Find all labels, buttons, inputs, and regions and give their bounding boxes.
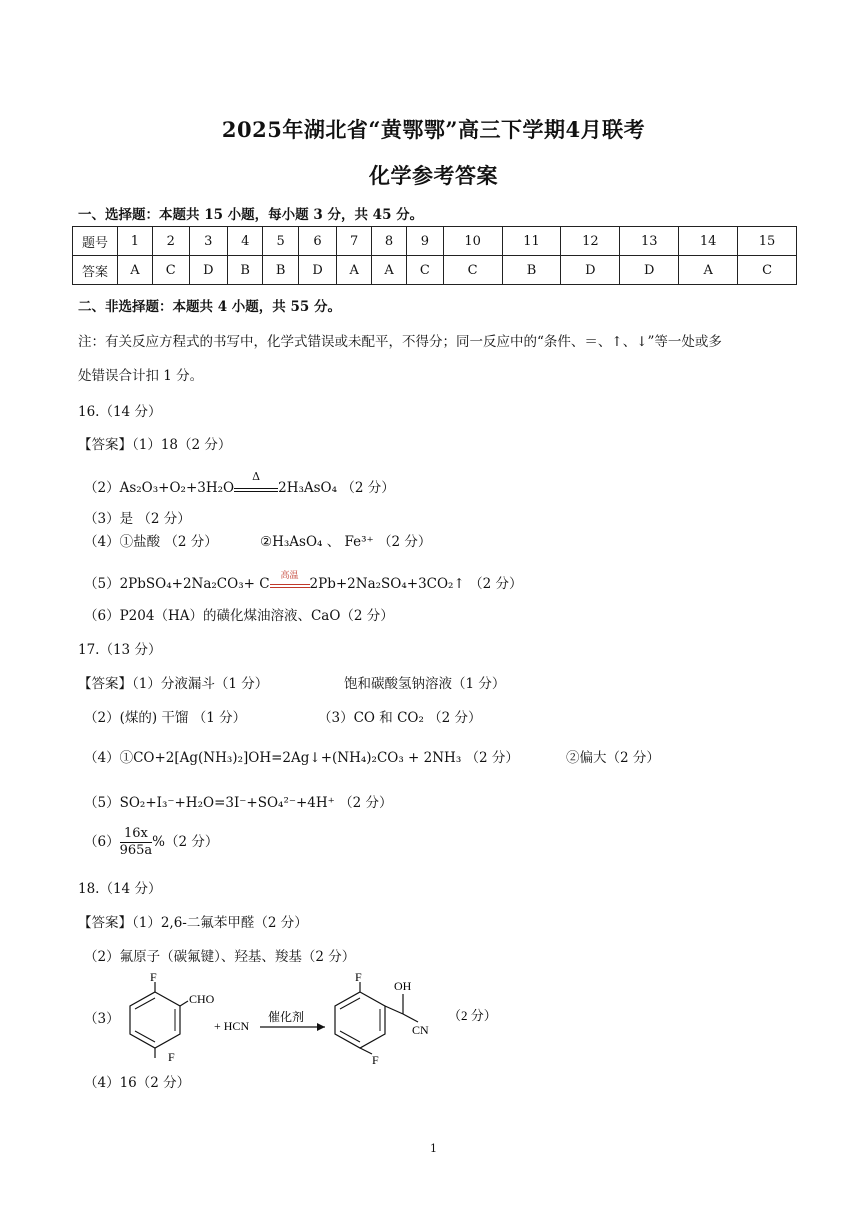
q16-answer-1: 【答案】（1）18（2 分） xyxy=(78,437,232,453)
q18-answer-4: （4）16（2 分） xyxy=(84,1075,191,1091)
answer-cell: B xyxy=(227,256,262,285)
q18-answer-2: （2）氟原子（碳氟键）、羟基、羧基（2 分） xyxy=(84,949,356,965)
q16-answer-3: （3）是 （2 分） xyxy=(84,511,191,527)
answer-cell: B xyxy=(263,256,298,285)
answer-cell: A xyxy=(679,256,738,285)
q17-a6-suffix: %（2 分） xyxy=(152,834,219,850)
section1-heading: 一、选择题：本题共 15 小题，每小题 3 分，共 45 分。 xyxy=(78,207,424,223)
q16-heading: 16.（14 分） xyxy=(78,404,162,420)
q16-answer-4b: ②H₃AsO₄ 、 Fe³⁺ （2 分） xyxy=(260,534,432,550)
row-label-question: 题号 xyxy=(73,227,118,256)
q17-answer-6 xyxy=(84,826,218,859)
substrate-cho: CHO xyxy=(189,992,215,1006)
answer-cell: C xyxy=(443,256,502,285)
question-number: 4 xyxy=(227,227,262,256)
question-number: 7 xyxy=(337,227,372,256)
answer-cell: A xyxy=(118,256,153,285)
answer-cell: C xyxy=(738,256,797,285)
q17-answer-3: （3）CO 和 CO₂ （2 分） xyxy=(318,710,482,726)
q16-answer-5 xyxy=(84,572,522,592)
question-number: 5 xyxy=(263,227,298,256)
q18-heading: 18.（14 分） xyxy=(78,881,162,897)
question-number: 13 xyxy=(620,227,679,256)
answer-cell: C xyxy=(406,256,443,285)
high-temp-label: 高温 xyxy=(280,570,299,581)
question-number: 14 xyxy=(679,227,738,256)
q17-answer-1a: 【答案】（1）分液漏斗（1 分） xyxy=(78,676,269,692)
q18-answer-1: 【答案】（1）2,6-二氟苯甲醛（2 分） xyxy=(78,915,308,931)
q16-answer-2 xyxy=(84,469,395,496)
question-number: 6 xyxy=(298,227,336,256)
answer-cell: D xyxy=(298,256,336,285)
product-oh: OH xyxy=(394,979,412,993)
fraction-denominator: 965a xyxy=(119,843,153,858)
section2-heading: 二、非选择题：本题共 4 小题，共 55 分。 xyxy=(78,299,341,315)
question-number-row xyxy=(73,227,797,256)
q16-eq2-left: （2）As₂O₃+O₂+3H₂O xyxy=(84,480,235,496)
question-number: 2 xyxy=(152,227,189,256)
reagent-hcn: + HCN xyxy=(214,1019,250,1033)
q17-a6-prefix: （6） xyxy=(84,834,120,850)
q17-heading: 17.（13 分） xyxy=(78,642,162,658)
q17-answer-5: （5）SO₂+I₃⁻+H₂O=3I⁻+SO₄²⁻+4H⁺ （2 分） xyxy=(84,795,393,811)
q16-eq5-right: 2Pb+2Na₂SO₄+3CO₂↑ （2 分） xyxy=(309,576,523,592)
note-line-2: 处错误合计扣 1 分。 xyxy=(78,368,204,384)
q17-answer-2: （2）(煤的) 干馏 （1 分） xyxy=(84,710,247,726)
answer-cell: B xyxy=(502,256,561,285)
q16-answer-4a: （4）①盐酸 （2 分） xyxy=(84,534,218,550)
page-title: 2025年湖北省“黄鄂鄂”高三下学期4月联考 xyxy=(221,117,646,142)
fraction-numerator: 16x xyxy=(120,826,153,843)
question-number: 10 xyxy=(443,227,502,256)
substrate-f-top: F xyxy=(150,970,157,984)
q17-answer-1b: 饱和碳酸氢钠溶液（1 分） xyxy=(344,676,506,692)
answer-cell: D xyxy=(189,256,227,285)
product-cn: CN xyxy=(412,1023,429,1037)
q16-answer-6: （6）P204（HA）的磺化煤油溶液、CaO（2 分） xyxy=(84,608,394,624)
catalyst-label: 催化剂 xyxy=(268,1010,305,1024)
question-number: 8 xyxy=(372,227,407,256)
page-subtitle: 化学参考答案 xyxy=(369,163,498,188)
product-f-bottom: F xyxy=(372,1053,379,1065)
row-label-answer: 答案 xyxy=(73,256,118,285)
fraction xyxy=(120,826,153,859)
q17-answer-4a: （4）①CO+2[Ag(NH₃)₂]OH=2Ag↓+(NH₄)₂CO₃ + 2NH₃ （2 分） xyxy=(84,750,519,766)
question-number: 3 xyxy=(189,227,227,256)
q17-answer-4b: ②偏大（2 分） xyxy=(566,750,660,766)
heat-label: Δ xyxy=(252,469,261,483)
answer-cell: A xyxy=(337,256,372,285)
answer-table xyxy=(72,226,797,285)
page-number: 1 xyxy=(430,1142,437,1155)
product-f-top: F xyxy=(355,970,362,984)
q18-answer-3-prefix: （3） xyxy=(84,1011,120,1027)
question-number: 1 xyxy=(118,227,153,256)
question-number: 15 xyxy=(738,227,797,256)
question-number: 11 xyxy=(502,227,561,256)
note-line-1: 注：有关反应方程式的书写中，化学式错误或未配平，不得分；同一反应中的“条件、＝、↑、↓”等一处或多 xyxy=(78,334,722,350)
answer-cell: C xyxy=(152,256,189,285)
heat-condition-sign xyxy=(234,469,278,496)
answer-cell: A xyxy=(372,256,407,285)
question-number: 9 xyxy=(406,227,443,256)
substrate-f-bottom: F xyxy=(168,1050,175,1064)
q16-eq2-right: 2H₃AsO₄ （2 分） xyxy=(278,480,395,496)
answer-cell: D xyxy=(620,256,679,285)
q16-eq5-left: （5）2PbSO₄+2Na₂CO₃+ C xyxy=(84,576,270,592)
high-temp-condition-sign xyxy=(270,570,310,592)
answer-row xyxy=(73,256,797,285)
reaction-scheme xyxy=(110,970,530,1065)
question-number: 12 xyxy=(561,227,620,256)
q18-a3-score: （2 分） xyxy=(448,1008,497,1023)
answer-cell: D xyxy=(561,256,620,285)
